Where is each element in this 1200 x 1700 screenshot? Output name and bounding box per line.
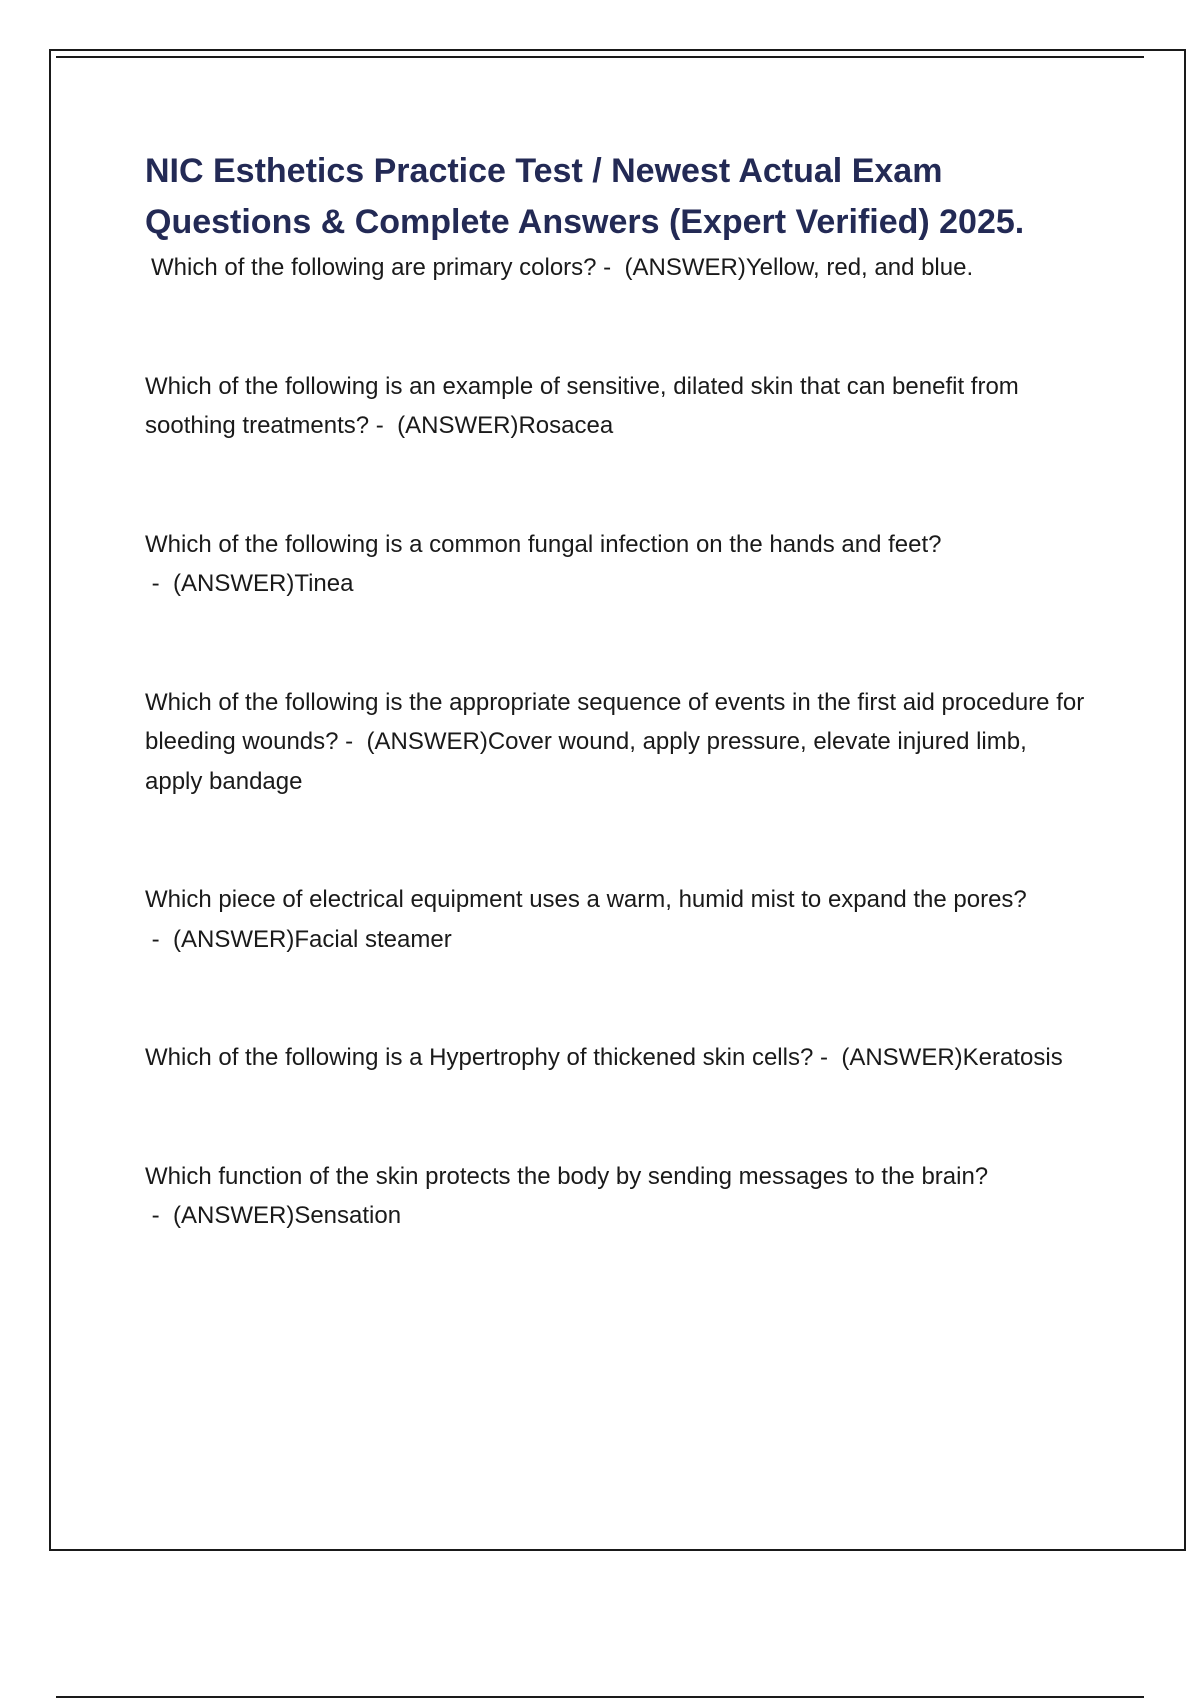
answer-separator: - (ANSWER) xyxy=(596,254,746,281)
answer-text: Tinea xyxy=(294,570,354,597)
question-text: Which of the following is an example of sensitive, dilated skin that can benefit from soothing treatments? xyxy=(145,372,1019,439)
answer-separator: - (ANSWER) xyxy=(145,925,295,953)
qa-item-3 xyxy=(145,525,1085,604)
qa-list xyxy=(145,248,1085,1236)
question-text: Which of the following is the appropriate sequence of events in the first aid procedure for bleeding wounds? xyxy=(145,688,1085,755)
bottom-rule xyxy=(56,1696,1144,1698)
question-text: Which function of the skin protects the body by sending messages to the brain? xyxy=(145,1162,989,1190)
qa-item-5 xyxy=(145,880,1085,959)
answer-text: Sensation xyxy=(294,1202,402,1229)
qa-item-4 xyxy=(145,683,1085,802)
question-text: Which of the following is a Hypertrophy of thickened skin cells? xyxy=(145,1044,814,1071)
question-text: Which piece of electrical equipment uses a warm, humid mist to expand the pores? xyxy=(145,886,1027,913)
answer-text: Keratosis xyxy=(962,1044,1063,1071)
qa-item-6 xyxy=(145,1038,1085,1078)
answer-text: Yellow, red, and blue. xyxy=(745,254,974,281)
answer-text: Cover wound, apply pressure, elevate injured limb, apply bandage xyxy=(145,728,1027,795)
answer-text: Facial steamer xyxy=(294,925,452,953)
answer-separator: - (ANSWER) xyxy=(145,570,295,597)
question-text: Which of the following are primary colors? xyxy=(151,254,597,281)
document-title: NIC Esthetics Practice Test / Newest Actual Exam Questions & Complete Answers (Expert Verified) 2025. xyxy=(145,152,1025,241)
top-rule xyxy=(56,56,1144,58)
answer-text: Rosacea xyxy=(518,412,614,439)
answer-separator: - (ANSWER) xyxy=(369,412,519,439)
answer-separator: - (ANSWER) xyxy=(338,728,488,755)
answer-separator: - (ANSWER) xyxy=(145,1202,295,1229)
qa-item-7 xyxy=(145,1157,1085,1236)
qa-item-1 xyxy=(145,248,1085,288)
answer-separator: - (ANSWER) xyxy=(813,1044,963,1071)
document-body xyxy=(145,146,1085,1236)
qa-item-2 xyxy=(145,367,1085,446)
question-text: Which of the following is a common fungal infection on the hands and feet? xyxy=(145,530,942,558)
